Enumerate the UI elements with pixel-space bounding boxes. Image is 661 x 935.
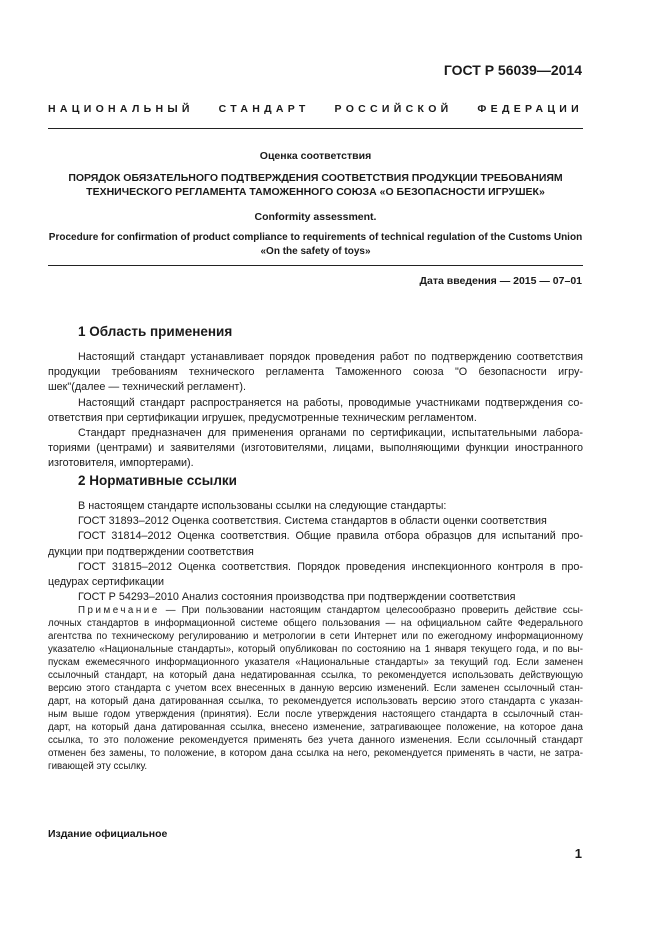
note-line: ссылочный стандарт, на который дана недатированная ссылка, то рекомендуется использовать действующую xyxy=(48,670,583,681)
note-line: дарт, на который дана датированная ссылка, то рекомендуется использовать версию этого стандарта с указан- xyxy=(48,696,583,707)
note-line: версию этого стандарта с учетом всех внесенных в данную версию изменений. Если заменен ссылочный стан- xyxy=(48,683,583,694)
note-line: гивающей эту ссылку. xyxy=(48,761,148,772)
national-standard-banner: НАЦИОНАЛЬНЫЙ СТАНДАРТ РОССИЙСКОЙ ФЕДЕРАЦИИ xyxy=(48,103,583,115)
reference-gost-31814-cont: дукции при подтверждении соответствия xyxy=(48,545,254,558)
reference-gost-31893: ГОСТ 31893–2012 Оценка соответствия. Система стандартов в области оценки соответствия xyxy=(78,515,547,528)
text-line: Стандарт предназначен для применения органами по сертификации, испытательными лабора- xyxy=(78,427,583,439)
section-1-paragraph-1 xyxy=(48,350,583,396)
text-line: шек"(далее — технический регламент). xyxy=(48,381,246,394)
note-label: Примечание xyxy=(78,605,160,616)
section-2-references xyxy=(48,499,583,605)
text-line: ответствия при сертификации игрушек, предусмотренные техническим регламентом. xyxy=(48,412,477,425)
title-ru-line-1: ПОРЯДОК ОБЯЗАТЕЛЬНОГО ПОДТВЕРЖДЕНИЯ СООТВЕТСТВИЯ ПРОДУКЦИИ ТРЕБОВАНИЯМ xyxy=(68,172,563,184)
title-ru-topic: Оценка соответствия xyxy=(259,150,372,162)
note-line: пускам ежемесячного информационного указателя «Национальные стандарты» за текущий год. Если заменен xyxy=(48,657,583,668)
references-intro: В настоящем стандарте использованы ссылки на следующие стандарты: xyxy=(78,500,447,512)
header-divider xyxy=(48,128,583,129)
introduction-date: Дата введения — 2015 — 07–01 xyxy=(419,275,582,287)
note-line: ным выше годом утверждения (принятия). Если после утверждения настоящего стандарта в ссылочный стан- xyxy=(48,709,583,720)
reference-gost-31815: ГОСТ 31815–2012 Оценка соответствия. Порядок проведения инспекционного контроля в про- xyxy=(78,560,583,573)
note-line: ссылка, то это положение рекомендуется применять без учета данного изменения. Если ссылочный стандарт xyxy=(48,735,583,746)
standard-code: ГОСТ Р 56039—2014 xyxy=(443,62,582,78)
title-en-topic: Conformity assessment. xyxy=(254,211,377,223)
reference-gost-r-54293: ГОСТ Р 54293–2010 Анализ состояния производства при подтверждении соответствия xyxy=(78,591,516,604)
note-line: дарт, на который дана датированная ссылка, внесено изменение, затрагивающее положение, на которое дана xyxy=(48,722,583,733)
note-first-line xyxy=(48,604,583,617)
note-first-text: — При пользовании настоящим стандартом целесообразно проверить действие ссы- xyxy=(159,605,583,616)
official-edition-label: Издание официальное xyxy=(48,828,168,840)
note-line: указателю «Национальные стандарты», который опубликован по состоянию на 1 января текущего года, и по вы- xyxy=(48,644,583,655)
note-line: лочных стандартов в информационной системе общего пользования — на официальном сайте Федерального xyxy=(48,618,583,629)
title-ru-line-2: ТЕХНИЧЕСКОГО РЕГЛАМЕНТА ТАМОЖЕННОГО СОЮЗА «О БЕЗОПАСНОСТИ ИГРУШЕК» xyxy=(86,186,545,198)
title-en-line-2: «On the safety of toys» xyxy=(260,246,371,257)
note-line: агентства по техническому регулированию и метрологии в сети Интернет или по ежегодному информационному xyxy=(48,631,583,642)
text-line: изготовителя, импортерами). xyxy=(48,457,194,470)
text-line: ториями (центрами) и заявителями (изготовителями, лицами, выполняющими функции иностранного xyxy=(48,442,583,455)
text-line: продукции требованиям технического регламента Таможенного союза "О безопасности игру- xyxy=(48,366,583,379)
title-en-line-1: Procedure for confirmation of product compliance to requirements of technical regulation of the Customs Union xyxy=(48,232,583,243)
page-number: 1 xyxy=(574,846,582,861)
section-1-paragraph-2 xyxy=(48,396,583,426)
section-1-heading: 1 Область применения xyxy=(78,324,233,339)
section-2-note xyxy=(48,604,583,773)
reference-gost-31815-cont: цедурах сертификации xyxy=(48,576,165,589)
text-line: Настоящий стандарт распространяется на работы, проводимые участниками подтверждения со- xyxy=(78,397,583,409)
section-2-heading: 2 Нормативные ссылки xyxy=(78,473,237,488)
text-line: Настоящий стандарт устанавливает порядок проведения работ по подтверждению соответствия xyxy=(78,351,583,363)
title-divider xyxy=(48,265,583,266)
section-1-paragraph-3 xyxy=(48,426,583,472)
reference-gost-31814: ГОСТ 31814–2012 Оценка соответствия. Общие правила отбора образцов для испытаний про- xyxy=(78,530,583,543)
note-line: отменен без замены, то положение, в котором дана ссылка на него, рекомендуется применять в части, не затра- xyxy=(48,748,583,759)
